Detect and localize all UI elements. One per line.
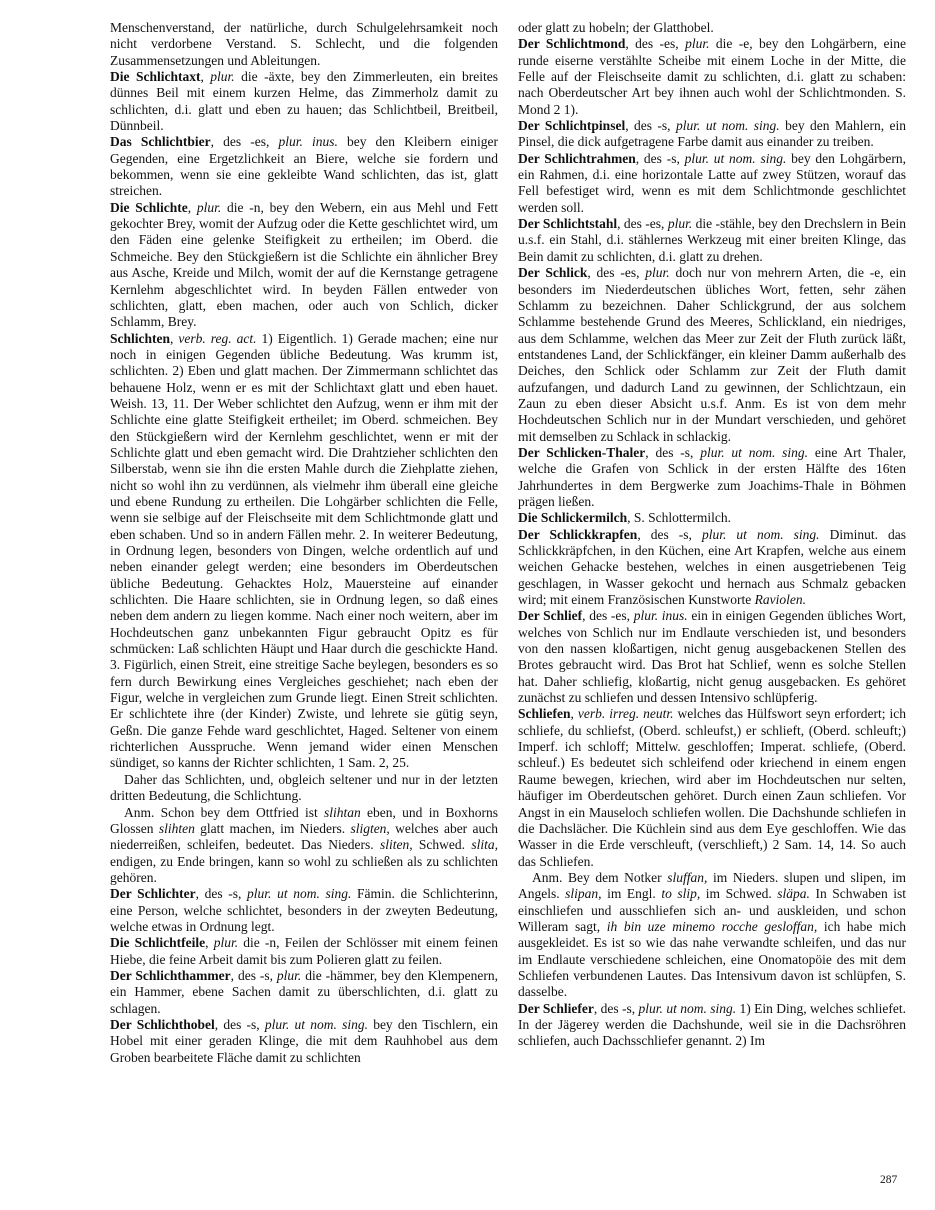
headword: Der Schlichter bbox=[110, 886, 196, 902]
paragraph bbox=[518, 870, 906, 1001]
dictionary-entry bbox=[518, 1001, 906, 1050]
headword: Der Schlicken-Thaler bbox=[518, 444, 646, 460]
text-run: bey den Lohgärbern, ein Rahmen, d.i. eine horizontale Latte auf zwey Stützen, worauf das Fell befestiget wird, wenn es mit dem Schlichtmonde geschlichtet werden soll. bbox=[518, 150, 906, 215]
text-run: , S. Schlottermilch. bbox=[627, 510, 731, 526]
italic-text: slita, bbox=[471, 837, 498, 853]
dictionary-entry bbox=[518, 216, 906, 265]
text-run: Schwed. bbox=[412, 837, 472, 853]
italic-text: ih bin uze minemo rocche gesloffan, bbox=[606, 918, 818, 934]
text-run: welches das Hülfswort seyn erfordert; ich schliefe, du schliefst, (Oberd. schleufst,) er schlieft, (Oberd. schleuft;) Imperf. ich schloff; Mittelw. geschloffen; Imperat. schliefe, (Oberd. schleuf.) Es bedeutet sich schleifend oder kriechend in einem engen Raume bewegen, kriechen, wird aber im Hochdeutschen nur selten, häufiger im Oberdeutschen gehöret. Durch einen Zaun schliefen. Vor Angst in ein Mauseloch schliefen wollen. Die Dachshunde schliefen in die Dachslächer. Die Küchlein sind aus dem Eye geschloffen. Wie das Wasser in die Erde verschleuft, (verschlieft,) 2 Sam. 14, 14. So auch das Schliefen. bbox=[518, 706, 906, 869]
italic-text: verb. irreg. neutr. bbox=[577, 706, 674, 722]
italic-text: sluffan, bbox=[667, 869, 708, 885]
italic-text: verb. reg. act. bbox=[178, 330, 257, 346]
headword: Der Schlichthobel bbox=[110, 1016, 215, 1032]
text-run: die -e, bey den Lohgärbern, eine runde eiserne verstählte Scheibe mit einem Loche in der Mitte, die Felle auf der Fleischseite damit zu schlichten, d.i. glatt zu schaben: nach Oberdeutscher Art bey ihnen auch wohl der Schlichtmonden. S. Mond 2 1). bbox=[518, 36, 906, 117]
dictionary-entry bbox=[518, 510, 906, 526]
headword: Der Schlichthammer bbox=[110, 967, 231, 983]
dictionary-entry bbox=[518, 151, 906, 216]
text-run: , des -s, bbox=[635, 150, 685, 166]
text-run: die -stähle, bey den Drechslern in Bein u.s.f. ein Stahl, d.i. stählernes Werkzeug mit einer breiten Klinge, das Bein damit zu schlichten, d.i. glatt zu drehen. bbox=[518, 216, 906, 264]
headword: Der Schlichtrahmen bbox=[518, 150, 636, 166]
dictionary-entry bbox=[518, 265, 906, 445]
headword: Schlichten bbox=[110, 330, 171, 346]
headword: Das Schlichtbier bbox=[110, 134, 211, 150]
text-run: bey den Kleibern einiger Gegenden, eine Ergetzlichkeit an Biere, welche sie fordern und bekommen, wenn sie eine gekleibte Wand schlichten, das ist, glatt streichen. bbox=[110, 134, 498, 199]
text-run: ich habe mich ausgekleidet. Es ist so wie das nahe verwandte schleifen, und das nur im Endlaute verschiedene schleichen, eine Onomatopöie des mit dem Schliefen verbundenen Lautes. Das Intensivum davon ist schlüpfen, S. dasselbe. bbox=[518, 918, 906, 1000]
text-run: bey den Mahlern, ein Pinsel, die dick aufgetragene Farbe damit aus einander zu treiben. bbox=[518, 118, 907, 150]
text-run: endigen, zu Ende bringen, kann so wohl zu schließen als zu schlichten gehören. bbox=[110, 853, 498, 885]
text-run: die -n, bey den Webern, ein aus Mehl und Fett gekochter Brey, womit der Aufzug oder die Kette geschlichtet wird, um den Fäden eine gelenke Steifigkeit zu ertheilen; im Oberd. die Schmeiche. Bey den Stückgießern ist die Schlichte ein ähnlicher Brey aus Asche, Kreide und Milch, womit der auf die Kernstange getragene Kernlehm abgeschlichtet wird. In beyden Fällen entweder von schlichten, glatt, eben machen, oder auch von Schlich, dicker Schlamm, Brey. bbox=[110, 199, 498, 330]
dictionary-entry bbox=[110, 968, 498, 1017]
text-run: Daher das Schlichten, und, obgleich seltener und nur in der letzten dritten Bedeutung, die Schlichtung. bbox=[110, 771, 498, 804]
headword: Der Schlickkrapfen bbox=[518, 526, 638, 542]
italic-text: plur. bbox=[276, 967, 302, 983]
italic-text: slipan, bbox=[565, 886, 602, 902]
text-run: Diminut. das Schlickkräpfchen, in den Küchen, eine Art Krapfen, welche aus einem weichen Gehacke bestehen, welches in einen ausgetriebenen Teig geschlagen, in Wasser gekocht und hernach aus Schmalz gebacken wird; mit einem Französischen Kunstworte bbox=[518, 526, 906, 608]
text-run: , des -s, bbox=[195, 886, 248, 902]
headword: Der Schlick bbox=[518, 265, 588, 281]
italic-text: plur. inus. bbox=[278, 134, 338, 150]
headword: Die Schlichtfeile bbox=[110, 935, 206, 951]
text-run: 1) Ein Ding, welches schliefet. In der Jägerey werden die Dachshunde, weil sie in die Dachsröhren schliefen, auch Dachsschliefer genannt. 2) Im bbox=[518, 1000, 907, 1049]
text-run: ein in einigen Gegenden übliches Wort, welches von Schlich nur im Endlaute verschieden ist, und besonders von den nassen kloßartigen, nicht genug ausgebackenen Stellen des Brotes gebraucht wird. Das Brot hat Schlief, wenn es solche Stellen hat. Daher schliefig, kloßartig, nicht genug ausgebacken. Es gehöret zunächst zu schliefen und dessen Intensivo schlüpferig. bbox=[518, 608, 906, 706]
dictionary-entry bbox=[518, 118, 906, 151]
text-run: doch nur von mehrern Arten, die -e, ein besonders im Niederdeutschen übliches Wort, fetten, sehr zähen Schlamm zu bezeichnen. Daher Schlickgrund, der aus solchem Schlamme bestehende Grund des Meeres, Schlickland, ein niedriges, aus dem Schlamme, welchen das Meer zur Zeit der Fluth zurück läßt, entstandenes Land, der Schlickfänger, ein kleiner Damm außerhalb des Deiches, den Schlick oder Schlamm zur Zeit der Fluth damit aufzufangen, und dadurch Land zu gewinnen, der Schlichtzaun, ein Zaun zu eben dieser Absicht u.s.f. Anm. Es ist von dem mehr Hochdeutschen Schlich nur in der Mundart verschieden, und gehöret mit demselben zu Schlack in schlackig. bbox=[518, 265, 906, 444]
text-run: , des -es, bbox=[582, 608, 634, 624]
text-run: im Schwed. bbox=[700, 886, 778, 902]
text-run: In Schwaben ist einschliefen und ausschliefen sich an- und auskleiden, und schon Willeram sagt, bbox=[518, 886, 907, 934]
italic-text: plur. ut nom. sing. bbox=[638, 1000, 737, 1016]
headword: Der Schlichtmond bbox=[518, 36, 626, 52]
dictionary-entry bbox=[110, 331, 498, 772]
paragraph bbox=[110, 20, 498, 69]
text-run: , des -es, bbox=[617, 216, 668, 232]
italic-text: plur. ut nom. sing. bbox=[701, 526, 820, 542]
text-run: im Nieders. slupen und slipen, im Angels. bbox=[518, 869, 906, 902]
text-run: Menschenverstand, der natürliche, durch Schulgelehrsamkeit noch nicht verdorbene Verstand. S. Schlecht, und die folgenden Zusammensetzungen und Ableitungen. bbox=[110, 20, 498, 68]
dictionary-entry bbox=[110, 886, 498, 935]
italic-text: plur. ut nom. sing. bbox=[700, 444, 809, 460]
italic-text: slihten bbox=[158, 820, 195, 836]
italic-text: sligten, bbox=[350, 820, 390, 836]
text-run: bey den Tischlern, ein Hobel mit einer geraden Klinge, die mit dem Rauhhobel aus dem Groben bearbeitete Fläche damit zu schlichten bbox=[110, 1016, 498, 1065]
headword: Die Schlickermilch bbox=[518, 510, 628, 526]
text-run: die -n, Feilen der Schlösser mit einem feinen Hiebe, die feine Arbeit damit bis zum Polieren glatt zu feilen. bbox=[110, 935, 499, 967]
page-number: 287 bbox=[880, 1174, 898, 1186]
headword: Der Schliefer bbox=[518, 1000, 594, 1016]
text-run: , des -s, bbox=[230, 967, 277, 983]
text-run: , des -es, bbox=[625, 36, 686, 52]
dictionary-entry bbox=[110, 200, 498, 331]
text-run: , des -es, bbox=[587, 265, 646, 281]
dictionary-entry bbox=[110, 935, 498, 968]
text-run: eben, und in Boxhorns Glossen bbox=[110, 804, 498, 836]
italic-text: to slip, bbox=[661, 886, 701, 902]
paragraph bbox=[110, 772, 498, 805]
text-run: Anm. Bey dem Notker bbox=[532, 869, 668, 885]
left-column bbox=[110, 20, 498, 1066]
italic-text: plur. bbox=[685, 36, 710, 52]
dictionary-entry bbox=[518, 445, 906, 510]
italic-text: plur. bbox=[645, 265, 670, 281]
text-run: die -hämmer, bey den Klempenern, ein Hammer, ebene Sachen damit zu überschlichten, d.i. glatt zu schlagen. bbox=[110, 967, 499, 1016]
italic-text: plur. ut nom. sing. bbox=[247, 886, 352, 902]
text-run: , bbox=[205, 935, 214, 951]
headword: Die Schlichte bbox=[110, 199, 188, 215]
paragraph bbox=[518, 20, 906, 36]
italic-text: sliten, bbox=[379, 837, 413, 853]
headword: Der Schlichtpinsel bbox=[518, 118, 626, 134]
text-run: , des -s, bbox=[625, 118, 676, 134]
text-run: Anm. Schon bey dem Ottfried ist bbox=[124, 804, 324, 820]
italic-text: slihtan bbox=[324, 804, 361, 820]
text-run: , des -s, bbox=[214, 1016, 265, 1032]
text-run: eine Art Thaler, welche die Grafen von Schlick in der ersten Hälfte des 16ten Jahrhundertes in dem Bergwerke zum Joachims-Thale in Böhmen prägen ließen. bbox=[518, 444, 906, 509]
headword: Schliefen bbox=[518, 706, 571, 722]
headword: Der Schlief bbox=[518, 608, 583, 624]
italic-text: släpa. bbox=[777, 886, 810, 902]
dictionary-entry bbox=[518, 608, 906, 706]
italic-text: plur. bbox=[210, 69, 235, 85]
right-column bbox=[518, 20, 906, 1050]
text-run: im Engl. bbox=[601, 886, 662, 902]
dictionary-entry bbox=[110, 1017, 498, 1066]
text-run: , des -s, bbox=[637, 526, 702, 542]
text-run: welches aber auch niederreißen, schleifen, bedeutet. Das Nieders. bbox=[110, 820, 498, 853]
text-run: 1) Eigentlich. 1) Gerade machen; eine nur noch in einigen Gegenden übliche Bedeutung. Was krumm ist, schlichten. 2) Eben und glatt machen. Der Zimmermann schlichtet das behauene Holz, wenn er es mit der Schlichtaxt glatt und eben hauet. Weish. 13, 11. Der Weber schlichtet den Aufzug, wenn er ihm mit der Schlichte eine glatte Steifigkeit ertheilet; im Oberd. schmeichen. Bey den Stückgießern wird der Kernlehm geschlichtet, wenn er mit der Schlichte glatt und eben gemacht wird. Die Drahtzieher schlichten den Silberstab, wenn sie ihn die ersten Mahle durch die Ziehplatte ziehen, nicht so wohl ihn zu verdünnen, als vielmehr ihm überall eine gleiche und ebene Rundung zu ertheilen. Die Lohgärber schlichten die Felle, wenn sie selbige auf der Fleischseite mit dem Schlichtmonde glatt und eben schaben. Und so in andern Fällen mehr. 2. In weiterer Bedeutung, in Ordnung legen, besonders von Dingen, welche ordentlich auf und neben einander gelegt werden; eine besonders im Oberdeutschen übliche Bedeutung. Gehacktes Holz, Mauersteine auf einander schlichten. Die Haare schlichten, sie in Ordnung legen, so daß eines neben dem andern zu liegen komme. Nach einer noch weitern, aber im Hochdeutschen ganz unbekannten Figur gebraucht Opitz es für schmücken: Laß schlichten Häupt und Haar durch die geschickte Hand. 3. Figürlich, einen Streit, eine streitige Sache beylegen, besonders es so fern durch Bewirkung eines Vergleiches geschiehet; nach eben der Figur, welche in vergleichen zum Grunde liegt. Einen Streit schlichten. Er schlichtete ihre (der Kinder) Zwiste, und lehrete sie gütig seyn, Geßn. Die ganze Fehde ward geschlichtet, Haged. Seltener von einem richterlichen Ausspruche. Wenn jemand wider einen Menschen sündiget, so kanns der Richter schlichten, 1 Sam. 2, 25. bbox=[110, 330, 498, 771]
italic-text: plur. inus. bbox=[633, 608, 688, 624]
text-run: , des -es, bbox=[210, 134, 279, 150]
italic-text: plur. bbox=[196, 199, 222, 215]
dictionary-entry bbox=[518, 706, 906, 869]
text-run: , bbox=[200, 69, 211, 85]
italic-text: plur. bbox=[667, 216, 693, 232]
dictionary-entry bbox=[110, 134, 498, 199]
paragraph bbox=[110, 805, 498, 887]
italic-text: plur. bbox=[213, 935, 239, 951]
text-run: , des -s, bbox=[645, 444, 701, 460]
dictionary-entry bbox=[518, 527, 906, 609]
headword: Der Schlichtstahl bbox=[518, 216, 618, 232]
italic-text: plur. ut nom. sing. bbox=[676, 118, 780, 134]
text-run: , des -s, bbox=[593, 1000, 639, 1016]
text-run: oder glatt zu hobeln; der Glatthobel. bbox=[518, 20, 714, 35]
text-run: , bbox=[187, 199, 197, 215]
text-run: , bbox=[170, 330, 179, 346]
text-run: Fämin. die Schlichterinn, eine Person, welche schlichtet, besonders in der zweyten Bedeutung, welche etwas in Ordnung legt. bbox=[110, 886, 499, 934]
text-run: glatt machen, im Nieders. bbox=[194, 820, 351, 836]
italic-text: Raviolen. bbox=[754, 592, 806, 608]
headword: Die Schlichtaxt bbox=[110, 69, 201, 85]
italic-text: plur. ut nom. sing. bbox=[684, 150, 787, 166]
dictionary-entry bbox=[518, 36, 906, 118]
italic-text: plur. ut nom. sing. bbox=[264, 1016, 368, 1032]
text-run: , bbox=[570, 706, 578, 722]
dictionary-entry bbox=[110, 69, 498, 134]
text-run: die -äxte, bey den Zimmerleuten, ein breites dünnes Beil mit einem kurzen Helme, das Zimmerholz damit zu schlichten, d.i. glatt und eben zu hauen; das Schlichtbeil, Breitbeil, Dünnbeil. bbox=[110, 69, 498, 134]
